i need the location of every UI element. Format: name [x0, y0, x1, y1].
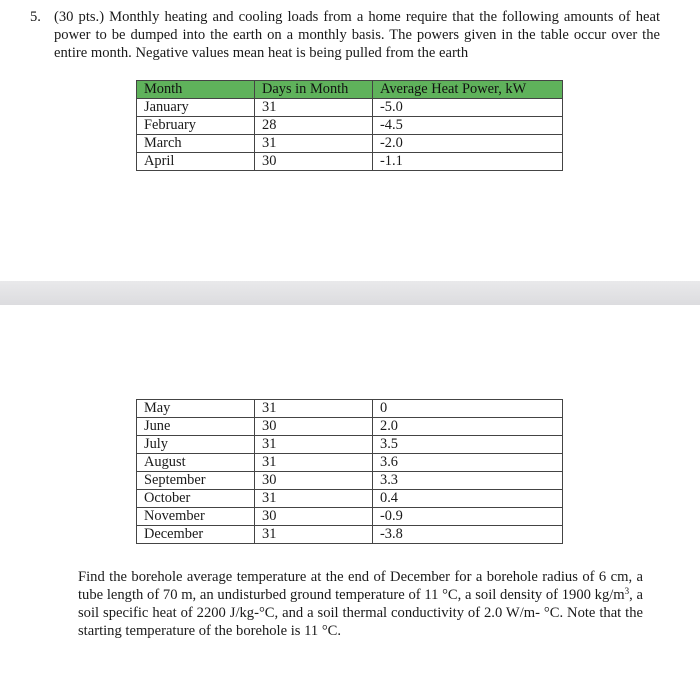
- cell-month: May: [137, 400, 255, 418]
- heat-load-table-bottom: [136, 399, 563, 544]
- cell-days: 31: [255, 454, 373, 472]
- cell-days: 31: [255, 135, 373, 153]
- problem-text: (30 pts.) Monthly heating and cooling loads from a home require that the following amounts of heat power to be dumped into the earth on a monthly basis. The powers given in the table occur over the entire month. Negative values mean heat is being pulled from the earth: [54, 9, 660, 61]
- cell-days: 30: [255, 508, 373, 526]
- table-row: [137, 135, 563, 153]
- table-header-row: [137, 81, 563, 99]
- cell-month: January: [137, 99, 255, 117]
- table-row: [137, 508, 563, 526]
- question-text: [78, 568, 643, 640]
- problem-statement: [30, 8, 660, 62]
- heat-load-table-top: [136, 80, 563, 171]
- cell-power: 0: [373, 400, 563, 418]
- table-row: [137, 117, 563, 135]
- cell-days: 31: [255, 436, 373, 454]
- header-month: Month: [137, 81, 255, 99]
- table-row: [137, 400, 563, 418]
- question-text-part2: , a soil specific heat of 2200 J/kg-°C, and a soil thermal conductivity of 2.0 W/m- °C. Note that the starting temperature of the borehole is 11 °C.: [78, 587, 643, 639]
- cell-days: 28: [255, 117, 373, 135]
- cell-power: -4.5: [373, 117, 563, 135]
- table-row: [137, 153, 563, 171]
- table-row: [137, 418, 563, 436]
- cell-power: -0.9: [373, 508, 563, 526]
- cell-days: 31: [255, 526, 373, 544]
- header-days: Days in Month: [255, 81, 373, 99]
- cell-days: 30: [255, 472, 373, 490]
- header-power: Average Heat Power, kW: [373, 81, 563, 99]
- cell-power: -1.1: [373, 153, 563, 171]
- cell-power: -5.0: [373, 99, 563, 117]
- cell-month: December: [137, 526, 255, 544]
- table-row: [137, 472, 563, 490]
- cell-month: July: [137, 436, 255, 454]
- cell-month: February: [137, 117, 255, 135]
- table-row: [137, 99, 563, 117]
- question-text-part1: Find the borehole average temperature at the end of December for a borehole radius of 6 cm, a tube length of 70 m, an undisturbed ground temperature of 11 °C, a soil density of 1900 kg/m: [78, 569, 643, 603]
- cell-month: March: [137, 135, 255, 153]
- cell-days: 30: [255, 418, 373, 436]
- table-row: [137, 454, 563, 472]
- cell-month: August: [137, 454, 255, 472]
- cell-month: October: [137, 490, 255, 508]
- cell-month: September: [137, 472, 255, 490]
- cell-days: 31: [255, 490, 373, 508]
- question-superscript: 3: [624, 586, 630, 596]
- cell-power: 3.3: [373, 472, 563, 490]
- cell-month: November: [137, 508, 255, 526]
- cell-power: 3.5: [373, 436, 563, 454]
- cell-days: 30: [255, 153, 373, 171]
- table-row: [137, 436, 563, 454]
- cell-power: 3.6: [373, 454, 563, 472]
- cell-days: 31: [255, 99, 373, 117]
- cell-month: June: [137, 418, 255, 436]
- cell-power: -2.0: [373, 135, 563, 153]
- page-divider: [0, 281, 700, 305]
- table-row: [137, 490, 563, 508]
- cell-power: 0.4: [373, 490, 563, 508]
- cell-power: -3.8: [373, 526, 563, 544]
- cell-power: 2.0: [373, 418, 563, 436]
- problem-number: 5.: [30, 9, 41, 25]
- cell-month: April: [137, 153, 255, 171]
- table-row: [137, 526, 563, 544]
- cell-days: 31: [255, 400, 373, 418]
